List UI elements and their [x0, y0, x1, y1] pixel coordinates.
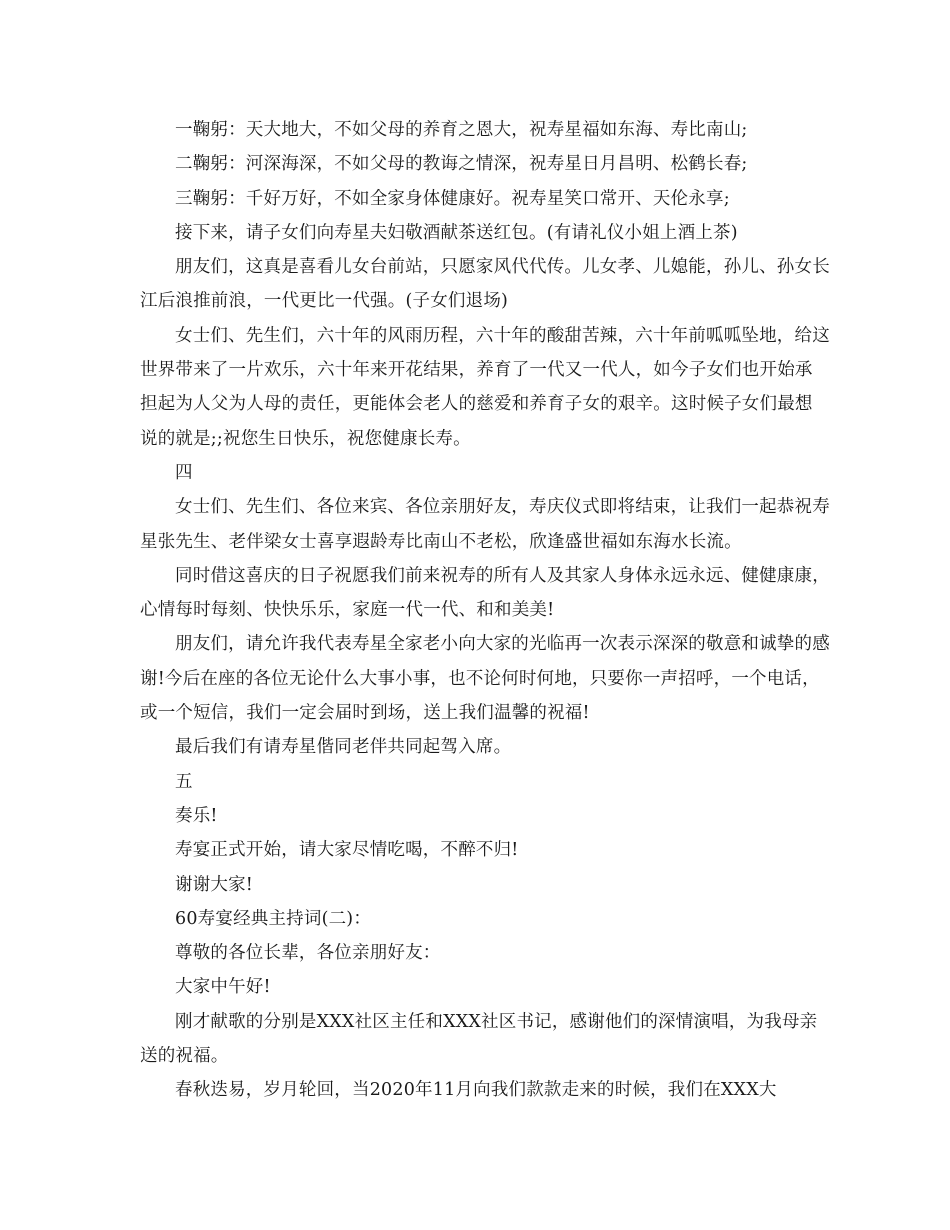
section-number: 四 [175, 462, 193, 483]
paragraph: 刚才献歌的分别是XXX社区主任和XXX社区书记，感谢他们的深情演唱，为我母亲送的祝福。 [140, 1011, 818, 1067]
paragraph: 尊敬的各位长辈，各位亲朋好友： [175, 943, 441, 964]
paragraph: 最后我们有请寿星偕同老伴共同起驾入席。 [175, 737, 512, 758]
paragraph: 二鞠躬：河深海深，不如父母的教诲之情深，祝寿星日月昌明、松鹤长春; [175, 154, 748, 175]
paragraph: 大家中午好! [175, 977, 271, 998]
paragraph: 朋友们，这真是喜看儿女台前站，只愿家风代代传。儿女孝、儿媳能，孙儿、孙女长江后浪推前浪，一代更比一代强。(子女们退场) [140, 257, 830, 312]
paragraph: 三鞠躬：千好万好，不如全家身体健康好。祝寿星笑口常开、天伦永享; [175, 188, 730, 209]
section-heading: 60寿宴经典主持词(二)： [175, 908, 372, 929]
paragraph: 女士们、先生们、各位来宾、各位亲朋好友，寿庆仪式即将结束，让我们一起恭祝寿星张先生、老伴梁女士喜享遐龄寿比南山不老松，欣逢盛世福如东海水长流。 [140, 497, 830, 552]
paragraph: 一鞠躬：天大地大，不如父母的养育之恩大，祝寿星福如东海、寿比南山; [175, 120, 748, 140]
paragraph: 春秋迭易，岁月轮回，当2020年11月向我们款款走来的时候，我们在XXX大 [175, 1080, 777, 1101]
paragraph: 接下来，请子女们向寿星夫妇敬酒献茶送红包。(有请礼仪小姐上酒上茶) [175, 222, 738, 243]
paragraph: 谢谢大家! [175, 874, 254, 895]
paragraph: 寿宴正式开始，请大家尽情吃喝，不醉不归! [175, 840, 519, 861]
paragraph: 朋友们，请允许我代表寿星全家老小向大家的光临再一次表示深深的敬意和诚挚的感谢!今后在座的各位无论什么大事小事，也不论何时何地，只要你一声招呼，一个电话，或一个短信，我们一定会届时到场，送上我们温馨的祝福! [140, 634, 830, 724]
section-number: 五 [175, 771, 193, 792]
paragraph: 女士们、先生们，六十年的风雨历程，六十年的酸甜苦辣，六十年前呱呱坠地，给这世界带来了一片欢乐，六十年来开花结果，养育了一代又一代人，如今子女们也开始承担起为人父为人母的责任，更能体会老人的慈爱和养育子女的艰辛。这时候子女们最想说的就是;;祝您生日快乐，祝您健康长寿。 [140, 325, 830, 449]
paragraph: 同时借这喜庆的日子祝愿我们前来祝寿的所有人及其家人身体永远永远、健健康康，心情每时每刻、快快乐乐，家庭一代一代、和和美美! [140, 565, 830, 621]
paragraph: 奏乐! [175, 805, 218, 826]
document-body [140, 113, 830, 1108]
